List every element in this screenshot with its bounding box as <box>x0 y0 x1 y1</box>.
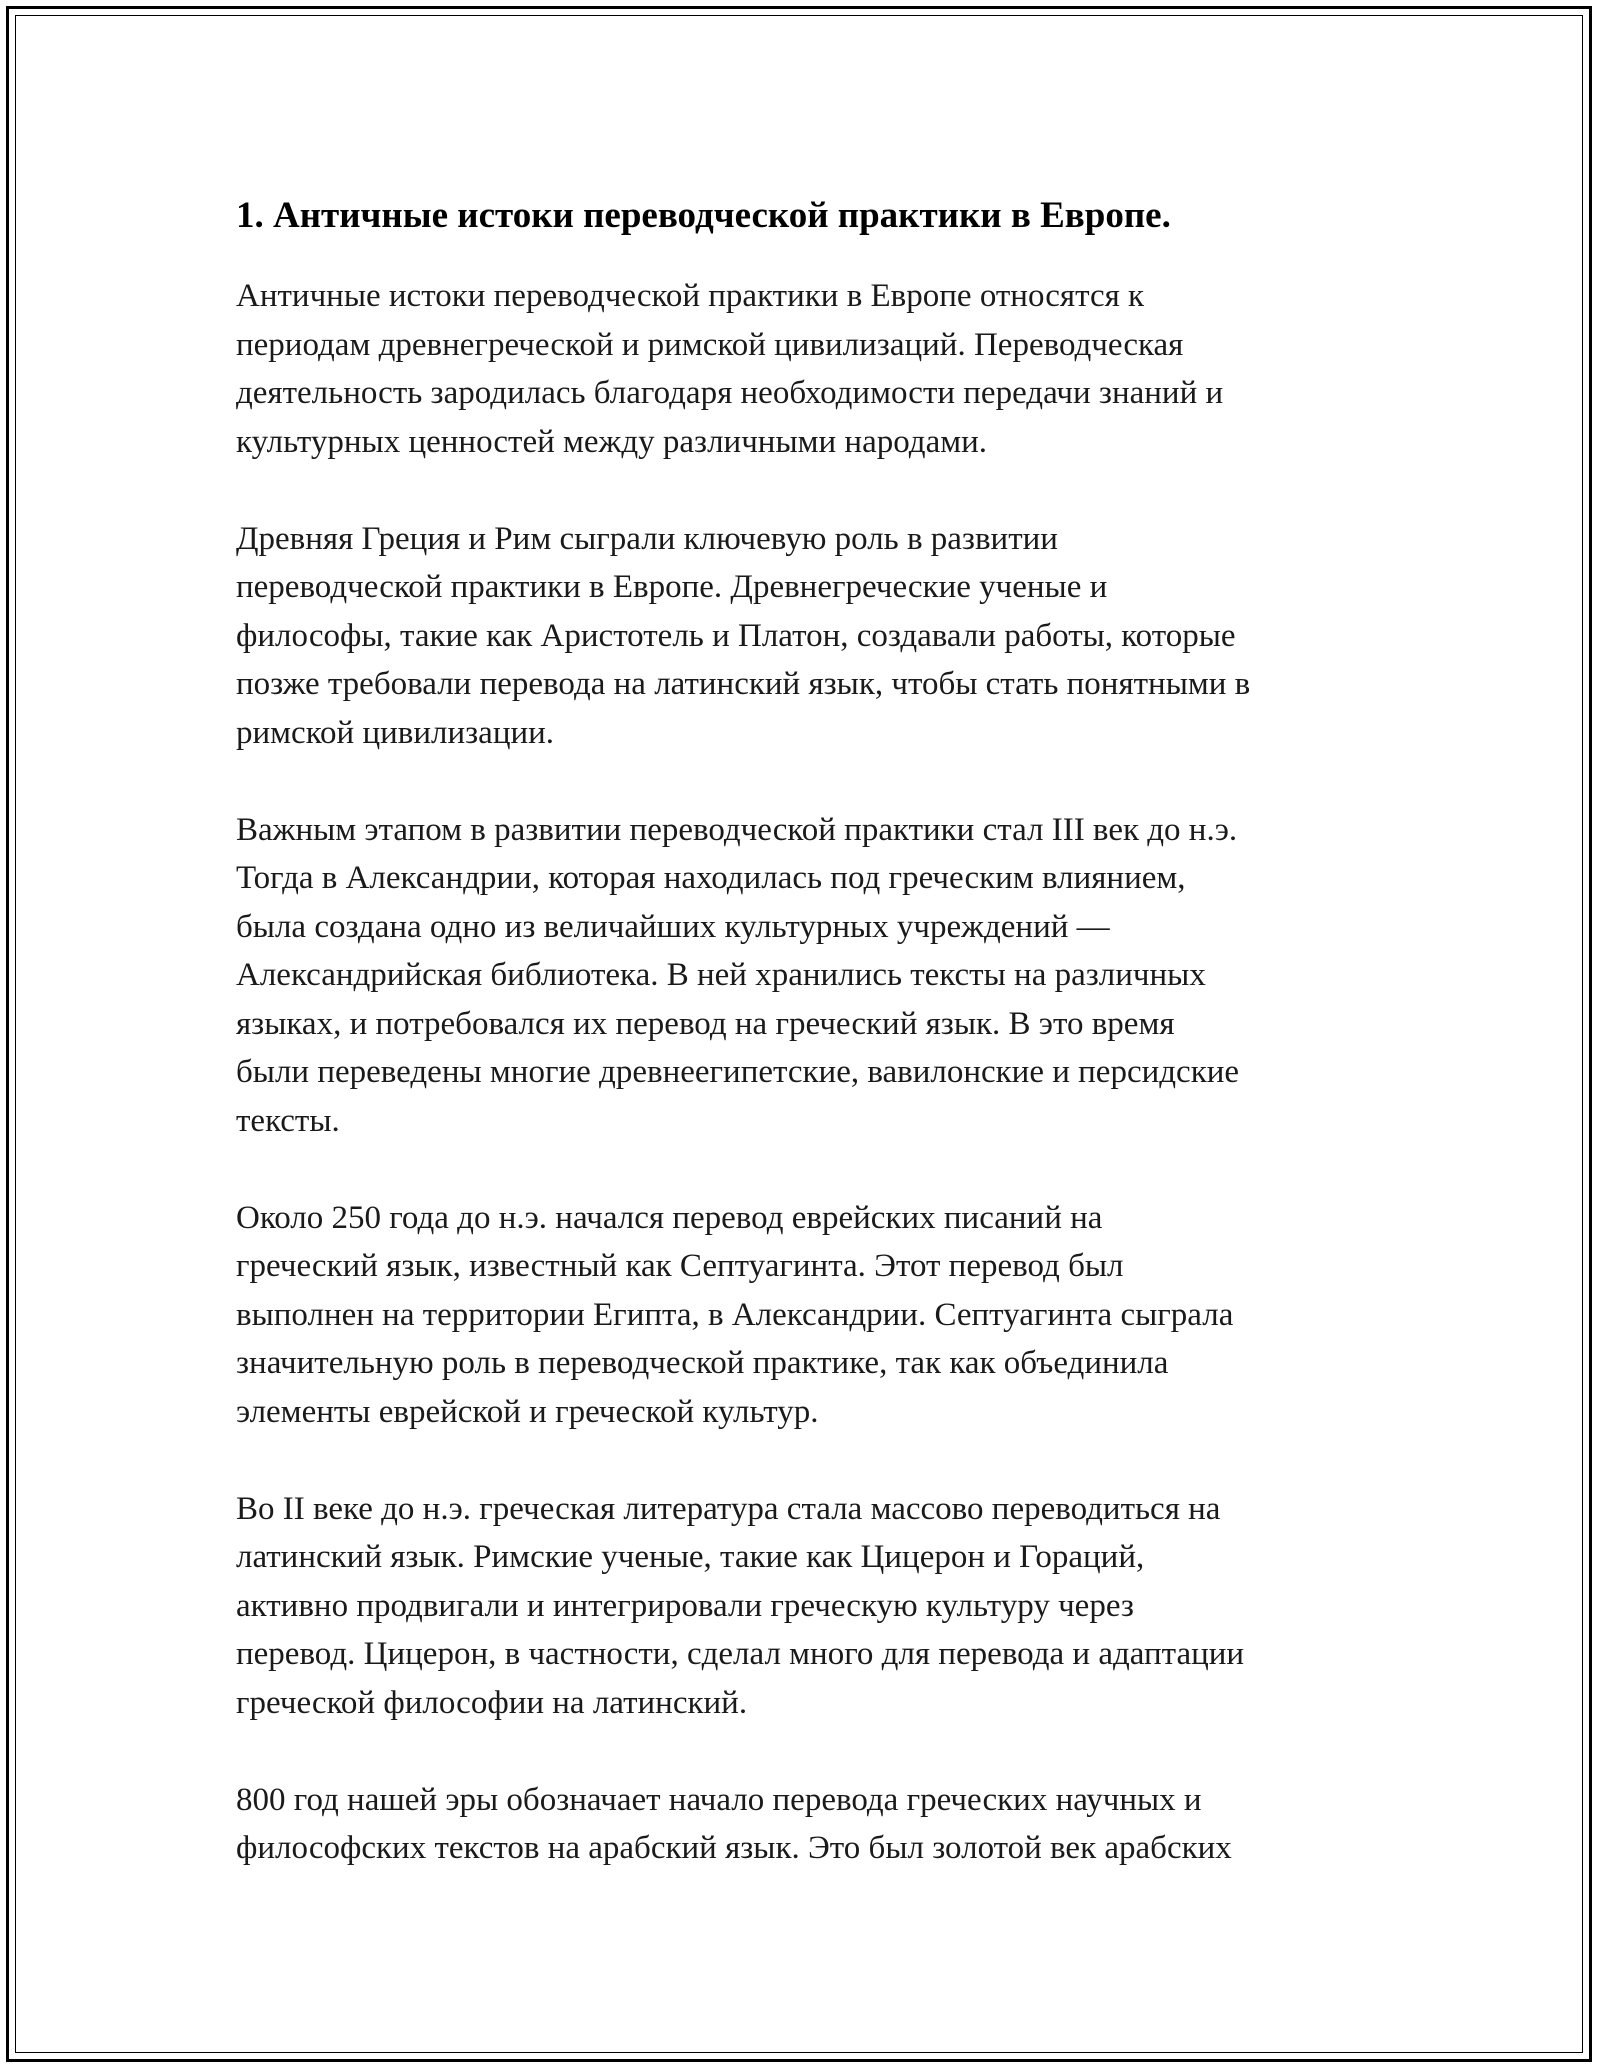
paragraph-3: Важным этапом в развитии переводческой практики стал III век до н.э. Тогда в Александрии, которая находилась под греческим влиянием, была создана одно из величайших культурных учреждений — Александрийская библиотека. В ней хранились тексты на различных языках, и потребовался их перевод на греческий язык. В это время были переведены многие древнеегипетские, вавилонские и персидские тексты. <box>236 811 1240 1139</box>
document-body <box>236 188 1386 1921</box>
paragraph-6: 800 год нашей эры обозначает начало перевода греческих научных и философских текстов на арабский язык. Это был золотой век арабских <box>236 1781 1232 1866</box>
paragraph-5: Во II веке до н.э. греческая литература стала массово переводиться на латинский язык. Римские ученые, такие как Цицерон и Гораций, активно продвигали и интегрировали греческую культуру через перевод. Цицерон, в частности, сделал много для перевода и адаптации греческой философии на латинский. <box>236 1490 1245 1721</box>
paragraph-2: Древняя Греция и Рим сыграли ключевую роль в развитии переводческой практики в Европе. Древнегреческие ученые и философы, такие как Аристотель и Платон, создавали работы, которые позже требовали перевода на латинский язык, чтобы стать понятными в римской цивилизации. <box>236 520 1251 751</box>
paragraph-4: Около 250 года до н.э. начался перевод еврейских писаний на греческий язык, известный как Септуагинта. Этот перевод был выполнен на территории Египта, в Александрии. Септуагинта сыграла значительную роль в переводческой практике, так как объединила элементы еврейской и греческой культур. <box>236 1199 1234 1430</box>
section-heading: 1. Античные истоки переводческой практики в Европе. <box>236 195 1171 236</box>
paragraph-1: Античные истоки переводческой практики в Европе относятся к периодам древнегреческой и римской цивилизаций. Переводческая деятельность зародилась благодаря необходимости передачи знаний и культурных ценностей между различными народами. <box>236 278 1224 460</box>
